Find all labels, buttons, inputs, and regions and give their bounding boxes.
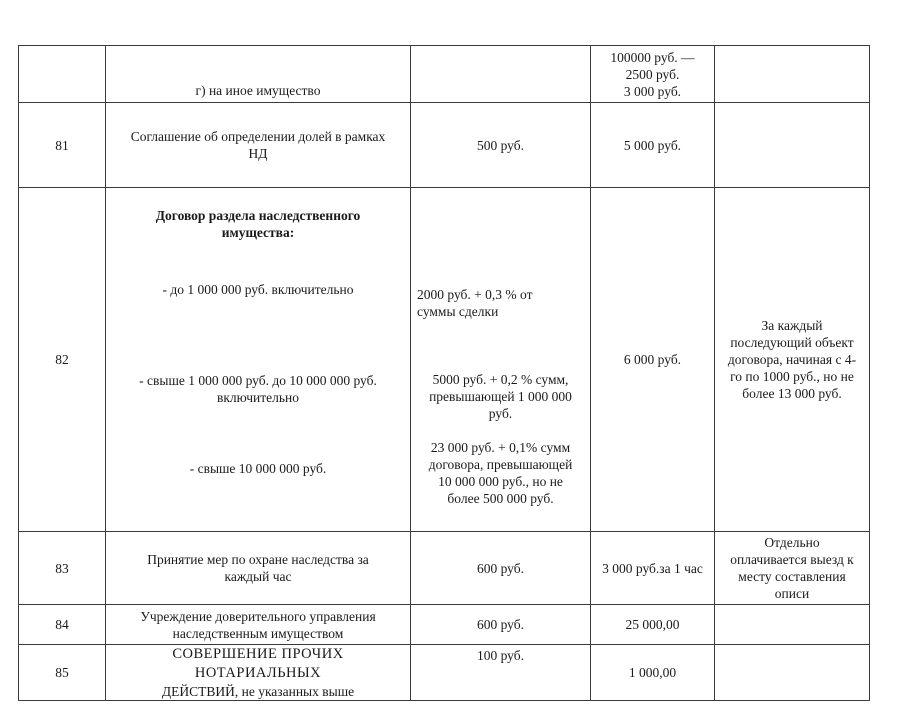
note-line: описи bbox=[774, 586, 810, 601]
tier-range-line: - свыше 10 000 000 руб. bbox=[189, 461, 327, 476]
tier-tariff-line: договора, превышающей bbox=[428, 457, 573, 472]
tier-tariff bbox=[415, 371, 586, 422]
note-cell bbox=[715, 188, 870, 532]
tier-tariff-line: более 500 000 руб. bbox=[447, 491, 554, 506]
note-line: договора, начиная с 4- bbox=[727, 352, 857, 367]
tier-range bbox=[110, 460, 406, 477]
fee-cell: 3 000 руб.за 1 час bbox=[591, 532, 715, 605]
table-row bbox=[19, 645, 870, 701]
tier-tariff-line: 10 000 000 руб., но не bbox=[438, 474, 563, 489]
note-line: последующий объект bbox=[730, 335, 854, 350]
tariff-cell bbox=[411, 46, 591, 103]
service-name-line: СОВЕРШЕНИЕ ПРОЧИХ НОТАРИАЛЬНЫХ bbox=[172, 646, 344, 681]
row-number-cell: 84 bbox=[19, 605, 106, 645]
service-name-cell bbox=[106, 188, 411, 532]
service-name-line: наследственным имуществом bbox=[172, 625, 344, 641]
fee-cell: 5 000 руб. bbox=[591, 103, 715, 188]
tier-tariff-line: суммы сделки bbox=[417, 304, 499, 319]
table-row bbox=[19, 188, 870, 532]
row-number-cell: 85 bbox=[19, 645, 106, 701]
note-cell bbox=[715, 645, 870, 701]
row-number-cell: 83 bbox=[19, 532, 106, 605]
tariff-cell: 500 руб. bbox=[411, 103, 591, 188]
tariff-cell: 600 руб. bbox=[411, 532, 591, 605]
notary-fee-table bbox=[18, 45, 870, 701]
service-name-cell bbox=[106, 103, 411, 188]
service-name-line: Учреждение доверительного управления bbox=[140, 608, 376, 624]
note-line: За каждый bbox=[761, 318, 823, 333]
tariff-cell: 100 руб. bbox=[411, 645, 591, 701]
tier-tariff-line: руб. bbox=[488, 406, 513, 421]
tier-range-line: - до 1 000 000 руб. включительно bbox=[162, 282, 354, 297]
tier-range-line: включительно bbox=[216, 390, 299, 405]
service-name-cell bbox=[106, 605, 411, 645]
tier-tariff bbox=[415, 286, 586, 320]
row-number-cell bbox=[19, 46, 106, 103]
note-line: Отдельно bbox=[764, 535, 820, 550]
fee-cell: 25 000,00 bbox=[591, 605, 715, 645]
note-line: месту составления bbox=[738, 569, 846, 584]
service-name-cell: г) на иное имущество bbox=[106, 46, 411, 103]
tier-range-line: - свыше 1 000 000 руб. до 10 000 000 руб. bbox=[139, 373, 377, 388]
tier-tariff-line: 23 000 руб. + 0,1% сумм bbox=[430, 440, 571, 455]
row-number-cell: 81 bbox=[19, 103, 106, 188]
tier-tariff-line: 5000 руб. + 0,2 % сумм, bbox=[432, 372, 569, 387]
service-name-line: ДЕЙСТВИЙ, не указанных выше bbox=[161, 684, 355, 699]
service-name-cell bbox=[106, 645, 411, 701]
fee-line: 3 000 руб. bbox=[623, 83, 682, 99]
service-name-line: Соглашение об определении долей в рамках bbox=[130, 129, 386, 144]
note-cell bbox=[715, 605, 870, 645]
tariff-cell: 600 руб. bbox=[411, 605, 591, 645]
tier-tariff-line: 2000 руб. + 0,3 % от bbox=[417, 287, 533, 302]
tariff-cell bbox=[411, 188, 591, 532]
service-name-line: НД bbox=[248, 146, 268, 161]
table-row bbox=[19, 605, 870, 645]
service-name-cell bbox=[106, 532, 411, 605]
fee-line: 100000 руб. — bbox=[610, 49, 695, 65]
fee-line: 2500 руб. bbox=[625, 66, 680, 82]
tier-range bbox=[110, 372, 406, 406]
tier-tariff bbox=[415, 439, 586, 507]
tier-range bbox=[110, 281, 406, 298]
note-line: оплачивается выезд к bbox=[730, 552, 854, 567]
fee-cell bbox=[591, 46, 715, 103]
service-name-line: каждый час bbox=[224, 569, 292, 584]
table-row bbox=[19, 103, 870, 188]
fee-cell: 6 000 руб. bbox=[591, 188, 715, 532]
table-row bbox=[19, 46, 870, 103]
note-line: более 13 000 руб. bbox=[742, 386, 842, 401]
contract-title-line: Договор раздела наследственного bbox=[155, 208, 361, 223]
note-cell bbox=[715, 532, 870, 605]
tier-tariff-line: превышающей 1 000 000 bbox=[429, 389, 572, 404]
contract-title bbox=[110, 207, 406, 241]
note-cell bbox=[715, 46, 870, 103]
service-name-line: Принятие мер по охране наследства за bbox=[147, 552, 369, 567]
fee-cell: 1 000,00 bbox=[591, 645, 715, 701]
row-number-cell: 82 bbox=[19, 188, 106, 532]
table-row bbox=[19, 532, 870, 605]
contract-title-line: имущества: bbox=[221, 225, 295, 240]
note-cell bbox=[715, 103, 870, 188]
note-line: го по 1000 руб., но не bbox=[730, 369, 854, 384]
